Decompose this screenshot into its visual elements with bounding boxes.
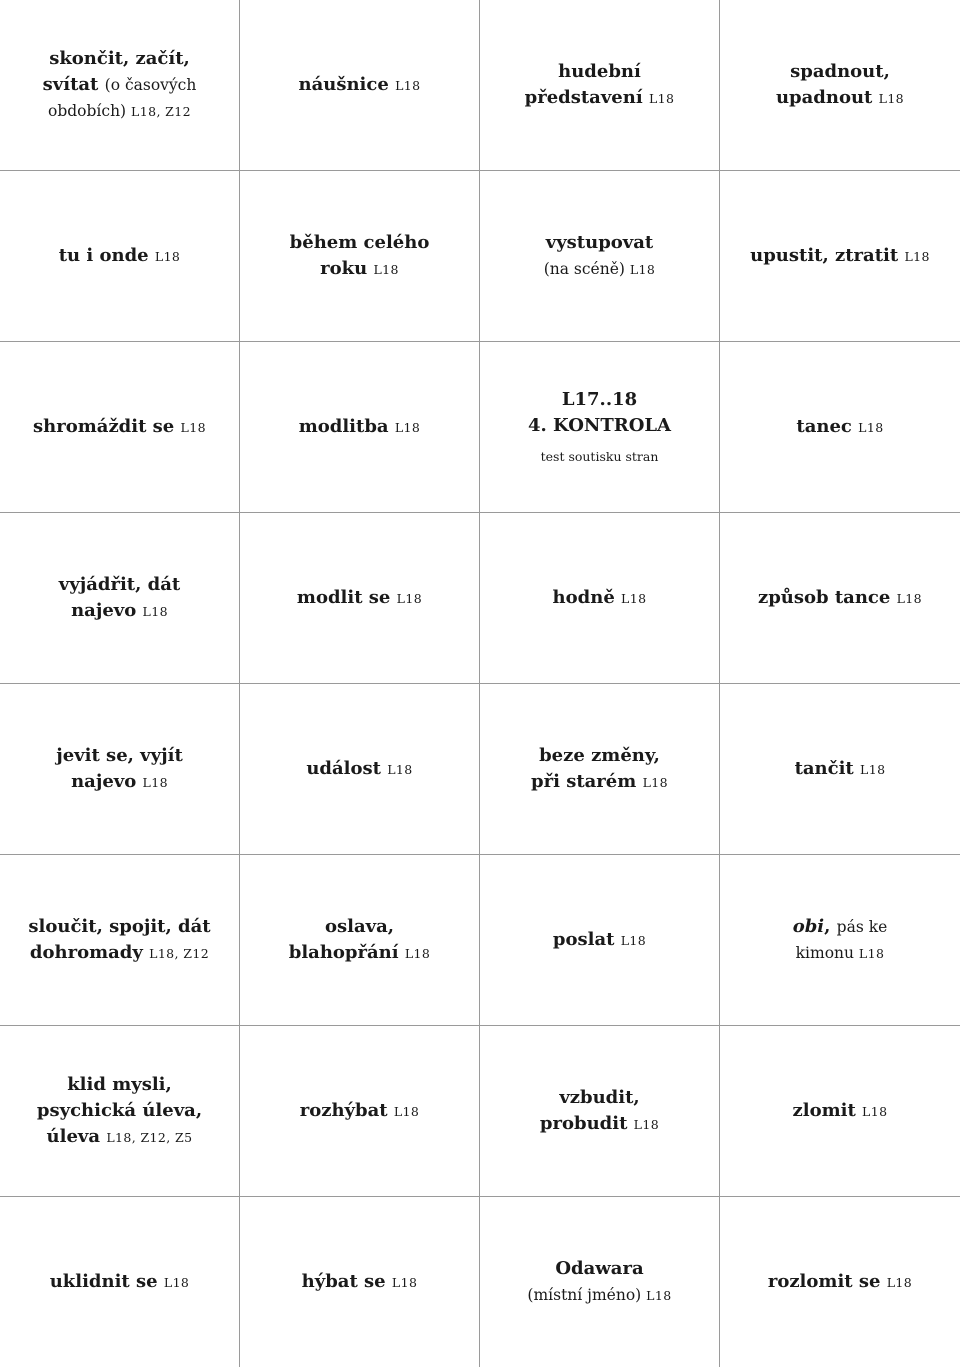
lesson-tag: L18 <box>858 419 884 435</box>
lesson-tag: L18 <box>904 248 930 264</box>
card-line <box>71 598 168 625</box>
card-term: modlitba <box>298 415 395 437</box>
card-line <box>28 914 210 940</box>
vocab-card <box>720 684 960 855</box>
lesson-tag: L18 <box>633 1116 660 1132</box>
card-line <box>67 1072 172 1098</box>
card-term: klid mysli, <box>67 1073 172 1095</box>
card-term: hodně <box>552 586 622 608</box>
card-term: oslava, <box>324 915 395 937</box>
card-line <box>306 756 412 783</box>
card-line <box>527 1282 671 1309</box>
vocab-card <box>480 513 720 684</box>
card-line <box>299 414 421 441</box>
card-line <box>776 85 904 112</box>
card-line <box>71 769 168 796</box>
vocab-card <box>480 0 720 171</box>
card-line <box>37 1098 202 1124</box>
card-term: beze změny, <box>539 744 660 766</box>
card-line <box>299 72 421 99</box>
card-line <box>531 769 668 796</box>
card-line <box>546 230 653 256</box>
card-line <box>562 387 637 413</box>
lesson-tag: L18 <box>642 774 668 790</box>
card-term: upadnout <box>775 86 879 108</box>
card-term: najevo <box>71 599 143 621</box>
card-term: vystupovat <box>545 231 654 253</box>
card-line <box>553 927 646 954</box>
card-line <box>525 85 675 112</box>
lesson-tag: L18 <box>858 945 885 961</box>
lesson-tag: L18 <box>629 261 656 277</box>
card-line <box>553 585 647 612</box>
card-line <box>796 414 883 441</box>
card-term: shromáždit se <box>33 415 181 437</box>
card-term: probudit <box>539 1112 634 1134</box>
card-line <box>555 1256 643 1282</box>
card-term: najevo <box>71 770 143 792</box>
card-line <box>539 743 660 769</box>
card-term: poslat <box>552 928 621 950</box>
card-line <box>43 72 197 98</box>
lesson-tag: L18 <box>860 761 886 777</box>
card-line <box>793 914 888 940</box>
card-term: událost <box>306 757 388 779</box>
card-note: (na scéně) <box>543 259 630 278</box>
card-term: uklidnit se <box>49 1270 164 1292</box>
card-term: hudební <box>558 60 641 82</box>
vocab-card <box>480 1197 720 1367</box>
card-line <box>49 46 190 72</box>
vocab-card <box>0 855 240 1026</box>
lesson-tag: L18 <box>395 77 421 93</box>
card-term: modlit se <box>296 586 397 608</box>
card-term: blahopřání <box>288 941 405 963</box>
card-line <box>302 1269 418 1296</box>
card-note: (místní jméno) <box>527 1285 647 1304</box>
lesson-tag: L18 <box>404 945 431 961</box>
card-term: rozhýbat <box>299 1099 394 1121</box>
card-line <box>290 230 430 256</box>
card-term: rozlomit se <box>767 1270 887 1292</box>
vocab-card <box>0 0 240 171</box>
card-term: způsob tance <box>757 586 897 608</box>
card-term: úleva <box>46 1125 107 1147</box>
card-line <box>33 414 206 441</box>
card-term: představení <box>524 86 649 108</box>
card-term-italic: obi <box>792 915 825 937</box>
lesson-tag: L18 <box>142 774 168 790</box>
lesson-tag: L18 <box>394 419 421 435</box>
card-term: tu i onde <box>58 244 155 266</box>
card-line <box>59 243 181 270</box>
card-line <box>297 585 422 612</box>
card-line <box>48 98 191 125</box>
card-term: tančit <box>794 757 861 779</box>
vocab-card <box>0 171 240 342</box>
lesson-tag: L18, Z12, Z5 <box>106 1129 193 1145</box>
lesson-tag: L18 <box>180 419 206 435</box>
lesson-tag: L18 <box>878 90 905 106</box>
card-term: při starém <box>531 770 643 792</box>
card-line <box>790 59 890 85</box>
card-term: svítat <box>42 73 105 95</box>
lesson-tag: L18 <box>862 1103 888 1119</box>
lesson-tag: L18, Z12 <box>149 945 210 961</box>
lesson-tag: L18 <box>621 590 647 606</box>
vocab-card <box>720 171 960 342</box>
card-line <box>289 940 431 967</box>
card-line <box>56 743 183 769</box>
vocab-card <box>480 1026 720 1197</box>
card-term: Odawara <box>555 1257 644 1279</box>
vocab-card <box>480 684 720 855</box>
lesson-tag: L18 <box>396 590 423 606</box>
card-line <box>795 756 886 783</box>
card-line <box>59 572 180 598</box>
card-line <box>750 243 930 270</box>
card-term: jevit se, vyjít <box>56 744 183 766</box>
card-term: náušnice <box>298 73 396 95</box>
card-note: kimonu <box>795 943 859 962</box>
vocab-card <box>240 1026 480 1197</box>
card-term: tanec <box>796 415 859 437</box>
vocab-card <box>240 855 480 1026</box>
lesson-tag: L18 <box>886 1274 913 1290</box>
lesson-tag: L18 <box>648 90 675 106</box>
lesson-tag: L18 <box>393 1103 420 1119</box>
vocab-card <box>720 342 960 513</box>
vocab-card <box>240 171 480 342</box>
card-line <box>544 256 656 283</box>
vocab-card <box>240 513 480 684</box>
card-line <box>768 1269 912 1296</box>
card-term: sloučit, spojit, dát <box>28 915 211 937</box>
card-term: vyjádřit, dát <box>58 573 181 595</box>
vocab-card <box>720 0 960 171</box>
lesson-tag: L18 <box>391 1274 418 1290</box>
vocab-card <box>0 1026 240 1197</box>
vocab-card <box>720 1197 960 1367</box>
card-term: upustit, ztratit <box>750 244 905 266</box>
card-term: hýbat se <box>301 1270 392 1292</box>
card-line <box>300 1098 420 1125</box>
card-line <box>50 1269 190 1296</box>
vocab-card <box>240 684 480 855</box>
vocab-card <box>0 684 240 855</box>
card-term: , <box>824 915 837 937</box>
card-line <box>558 59 641 85</box>
card-line <box>47 1124 193 1151</box>
card-term: během celého <box>289 231 430 253</box>
lesson-tag: L18 <box>163 1274 190 1290</box>
card-term: roku <box>320 257 374 279</box>
vocab-card <box>240 1197 480 1367</box>
lesson-tag: L18 <box>387 761 413 777</box>
lesson-tag: L18 <box>646 1287 672 1303</box>
card-line <box>528 413 671 439</box>
card-subtitle: test soutisku stran <box>540 449 659 464</box>
card-note: (o časových <box>104 75 197 94</box>
vocab-card <box>480 855 720 1026</box>
card-line <box>30 940 209 967</box>
card-term: L17..18 <box>561 389 638 410</box>
lesson-tag: L18 <box>373 261 399 277</box>
lesson-tag: L18 <box>154 248 181 264</box>
card-term: spadnout, <box>790 60 890 82</box>
vocab-card <box>240 0 480 171</box>
vocab-card <box>0 342 240 513</box>
vocab-card <box>0 513 240 684</box>
card-line <box>758 585 922 612</box>
card-term: psychická úleva, <box>36 1099 203 1121</box>
card-note: pás ke <box>836 917 888 936</box>
card-term: skončit, začít, <box>49 47 190 69</box>
lesson-tag: L18 <box>142 603 168 619</box>
card-line <box>325 914 394 940</box>
card-term: dohromady <box>29 941 150 963</box>
card-note: obdobích) <box>48 101 132 120</box>
card-line <box>559 1085 639 1111</box>
vocab-card <box>0 1197 240 1367</box>
lesson-tag: L18, Z12 <box>131 103 191 119</box>
card-line <box>796 940 885 967</box>
card-term: 4. KONTROLA <box>527 415 671 436</box>
vocab-card <box>720 1026 960 1197</box>
vocab-card <box>720 513 960 684</box>
card-term: zlomit <box>792 1099 863 1121</box>
vocab-card <box>240 342 480 513</box>
vocab-card <box>720 855 960 1026</box>
lesson-tag: L18 <box>896 590 923 606</box>
card-line <box>793 1098 888 1125</box>
lesson-tag: L18 <box>620 932 647 948</box>
vocab-card <box>480 171 720 342</box>
card-term: vzbudit, <box>559 1086 640 1108</box>
card-line <box>320 256 399 283</box>
card-line <box>540 1111 659 1138</box>
vocab-card <box>480 342 720 513</box>
